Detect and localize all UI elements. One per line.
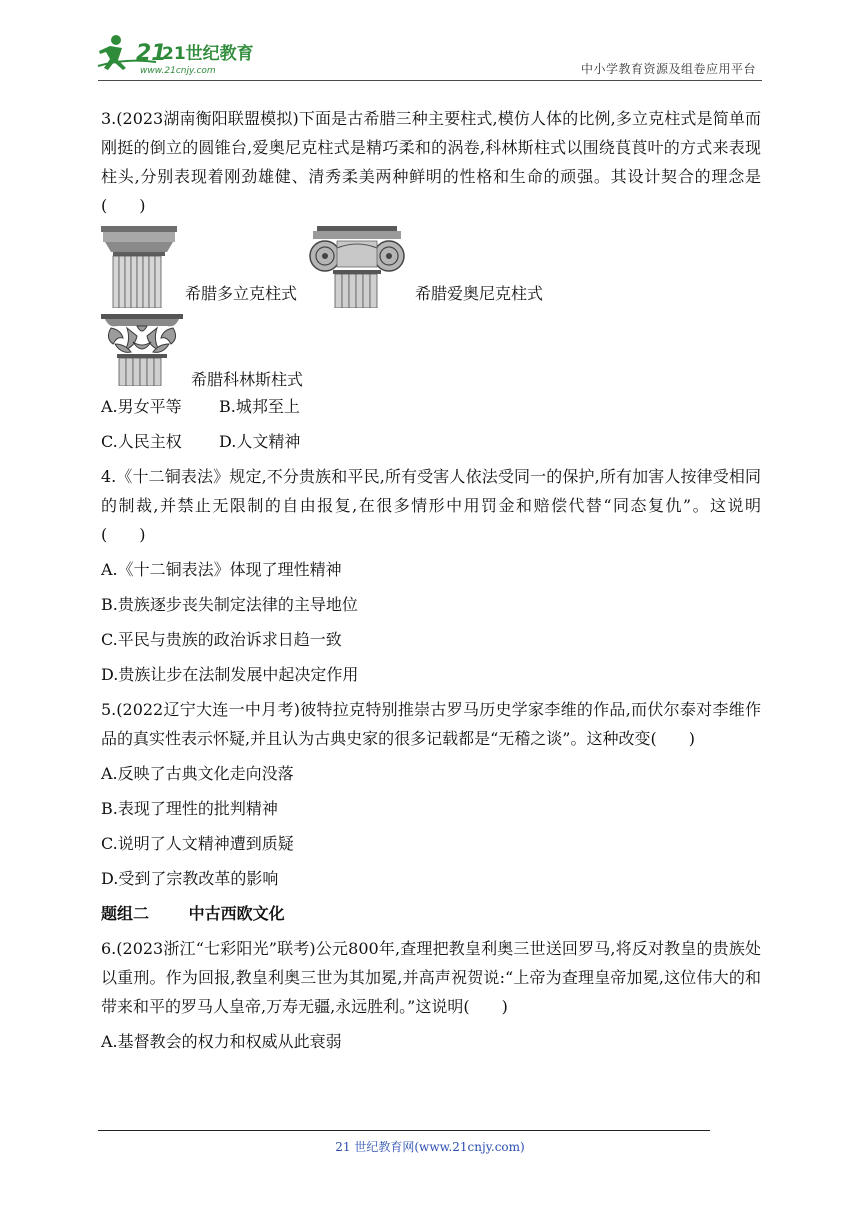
- question-3-stem: 3.(2023湖南衡阳联盟模拟)下面是古希腊三种主要柱式,模仿人体的比例,多立克柱式是简单而刚挺的倒立的圆锥台,爱奥尼克柱式是精巧柔和的涡卷,科林斯柱式以围绕茛莨叶的方式来表现柱头,分别表现着刚劲雄健、清秀柔美两种鲜明的性格和生命的顽强。其设计契合的理念是( ): [101, 109, 761, 215]
- footer-divider: [98, 1130, 710, 1131]
- option-b[interactable]: B.表现了理性的批判精神: [101, 799, 278, 818]
- option-b[interactable]: B.城邦至上: [219, 397, 300, 416]
- question-6-stem: 6.(2023浙江“七彩阳光”联考)公元800年,查理把教皇利奥三世送回罗马,将反对教皇的贵族处以重刑。作为回报,教皇利奥三世为其加冕,并高声祝贺说:“上帝为查理皇帝加冕,这位伟大的和带来和平的罗马人皇帝,万寿无疆,永远胜利。”这说明( ): [101, 939, 761, 1016]
- question-content: [101, 104, 778, 1062]
- option-c[interactable]: C.平民与贵族的政治诉求日趋一致: [101, 630, 342, 649]
- doric-column-icon: [101, 226, 177, 308]
- option-a[interactable]: A.《十二铜表法》体现了理性精神: [101, 560, 342, 579]
- question-4-stem: 4.《十二铜表法》规定,不分贵族和平民,所有受害人依法受同一的保护,所有加害人按律受相同的制裁,并禁止无限制的自由报复,在很多情形中用罚金和赔偿代替“同态复仇”。这说明 ( ): [101, 467, 778, 544]
- option-a[interactable]: A.反映了古典文化走向没落: [101, 764, 294, 783]
- option-b[interactable]: B.贵族逐步丧失制定法律的主导地位: [101, 595, 358, 614]
- ionic-column-icon: [307, 226, 407, 308]
- site-logo[interactable]: [96, 32, 266, 78]
- group-label: 题组二: [101, 904, 150, 923]
- option-d[interactable]: D.贵族让步在法制发展中起决定作用: [101, 665, 359, 684]
- page-header: [0, 0, 860, 90]
- doric-caption: 希腊多立克柱式: [185, 284, 298, 303]
- logo-url: www.21cnjy.com: [140, 66, 216, 76]
- footer-link[interactable]: 21 世纪教育网(www.21cnjy.com): [335, 1140, 525, 1154]
- corinthian-caption: 希腊科林斯柱式: [191, 370, 304, 389]
- question-5-stem: 5.(2022辽宁大连一中月考)彼特拉克特别推崇古罗马历史学家李维的作品,而伏尔泰对李维作品的真实性表示怀疑,并且认为古典史家的很多记载都是“无稽之谈”。这种改变( ): [101, 700, 761, 748]
- ionic-caption: 希腊爱奥尼克柱式: [415, 284, 544, 303]
- column-images-row: [101, 226, 761, 308]
- option-d[interactable]: D.人文精神: [219, 432, 301, 451]
- option-c[interactable]: C.说明了人文精神遭到质疑: [101, 834, 294, 853]
- svg-text:21: 21: [136, 41, 167, 66]
- option-a[interactable]: A.男女平等: [101, 397, 182, 416]
- group-title: 中古西欧文化: [188, 904, 285, 923]
- option-a[interactable]: A.基督教会的权力和权威从此衰弱: [101, 1032, 342, 1051]
- option-c[interactable]: C.人民主权: [101, 432, 182, 451]
- corinthian-column-icon: [101, 314, 183, 386]
- question-3-options-row-2: [101, 427, 761, 456]
- question-3-options-row-1: [101, 392, 761, 421]
- header-divider: [98, 80, 762, 81]
- option-d[interactable]: D.受到了宗教改革的影响: [101, 869, 279, 888]
- logo-text: 21世纪教育: [162, 44, 254, 64]
- section-heading: [101, 899, 761, 928]
- header-tagline: 中小学教育资源及组卷应用平台: [580, 62, 756, 76]
- corinthian-image-row: [101, 314, 761, 389]
